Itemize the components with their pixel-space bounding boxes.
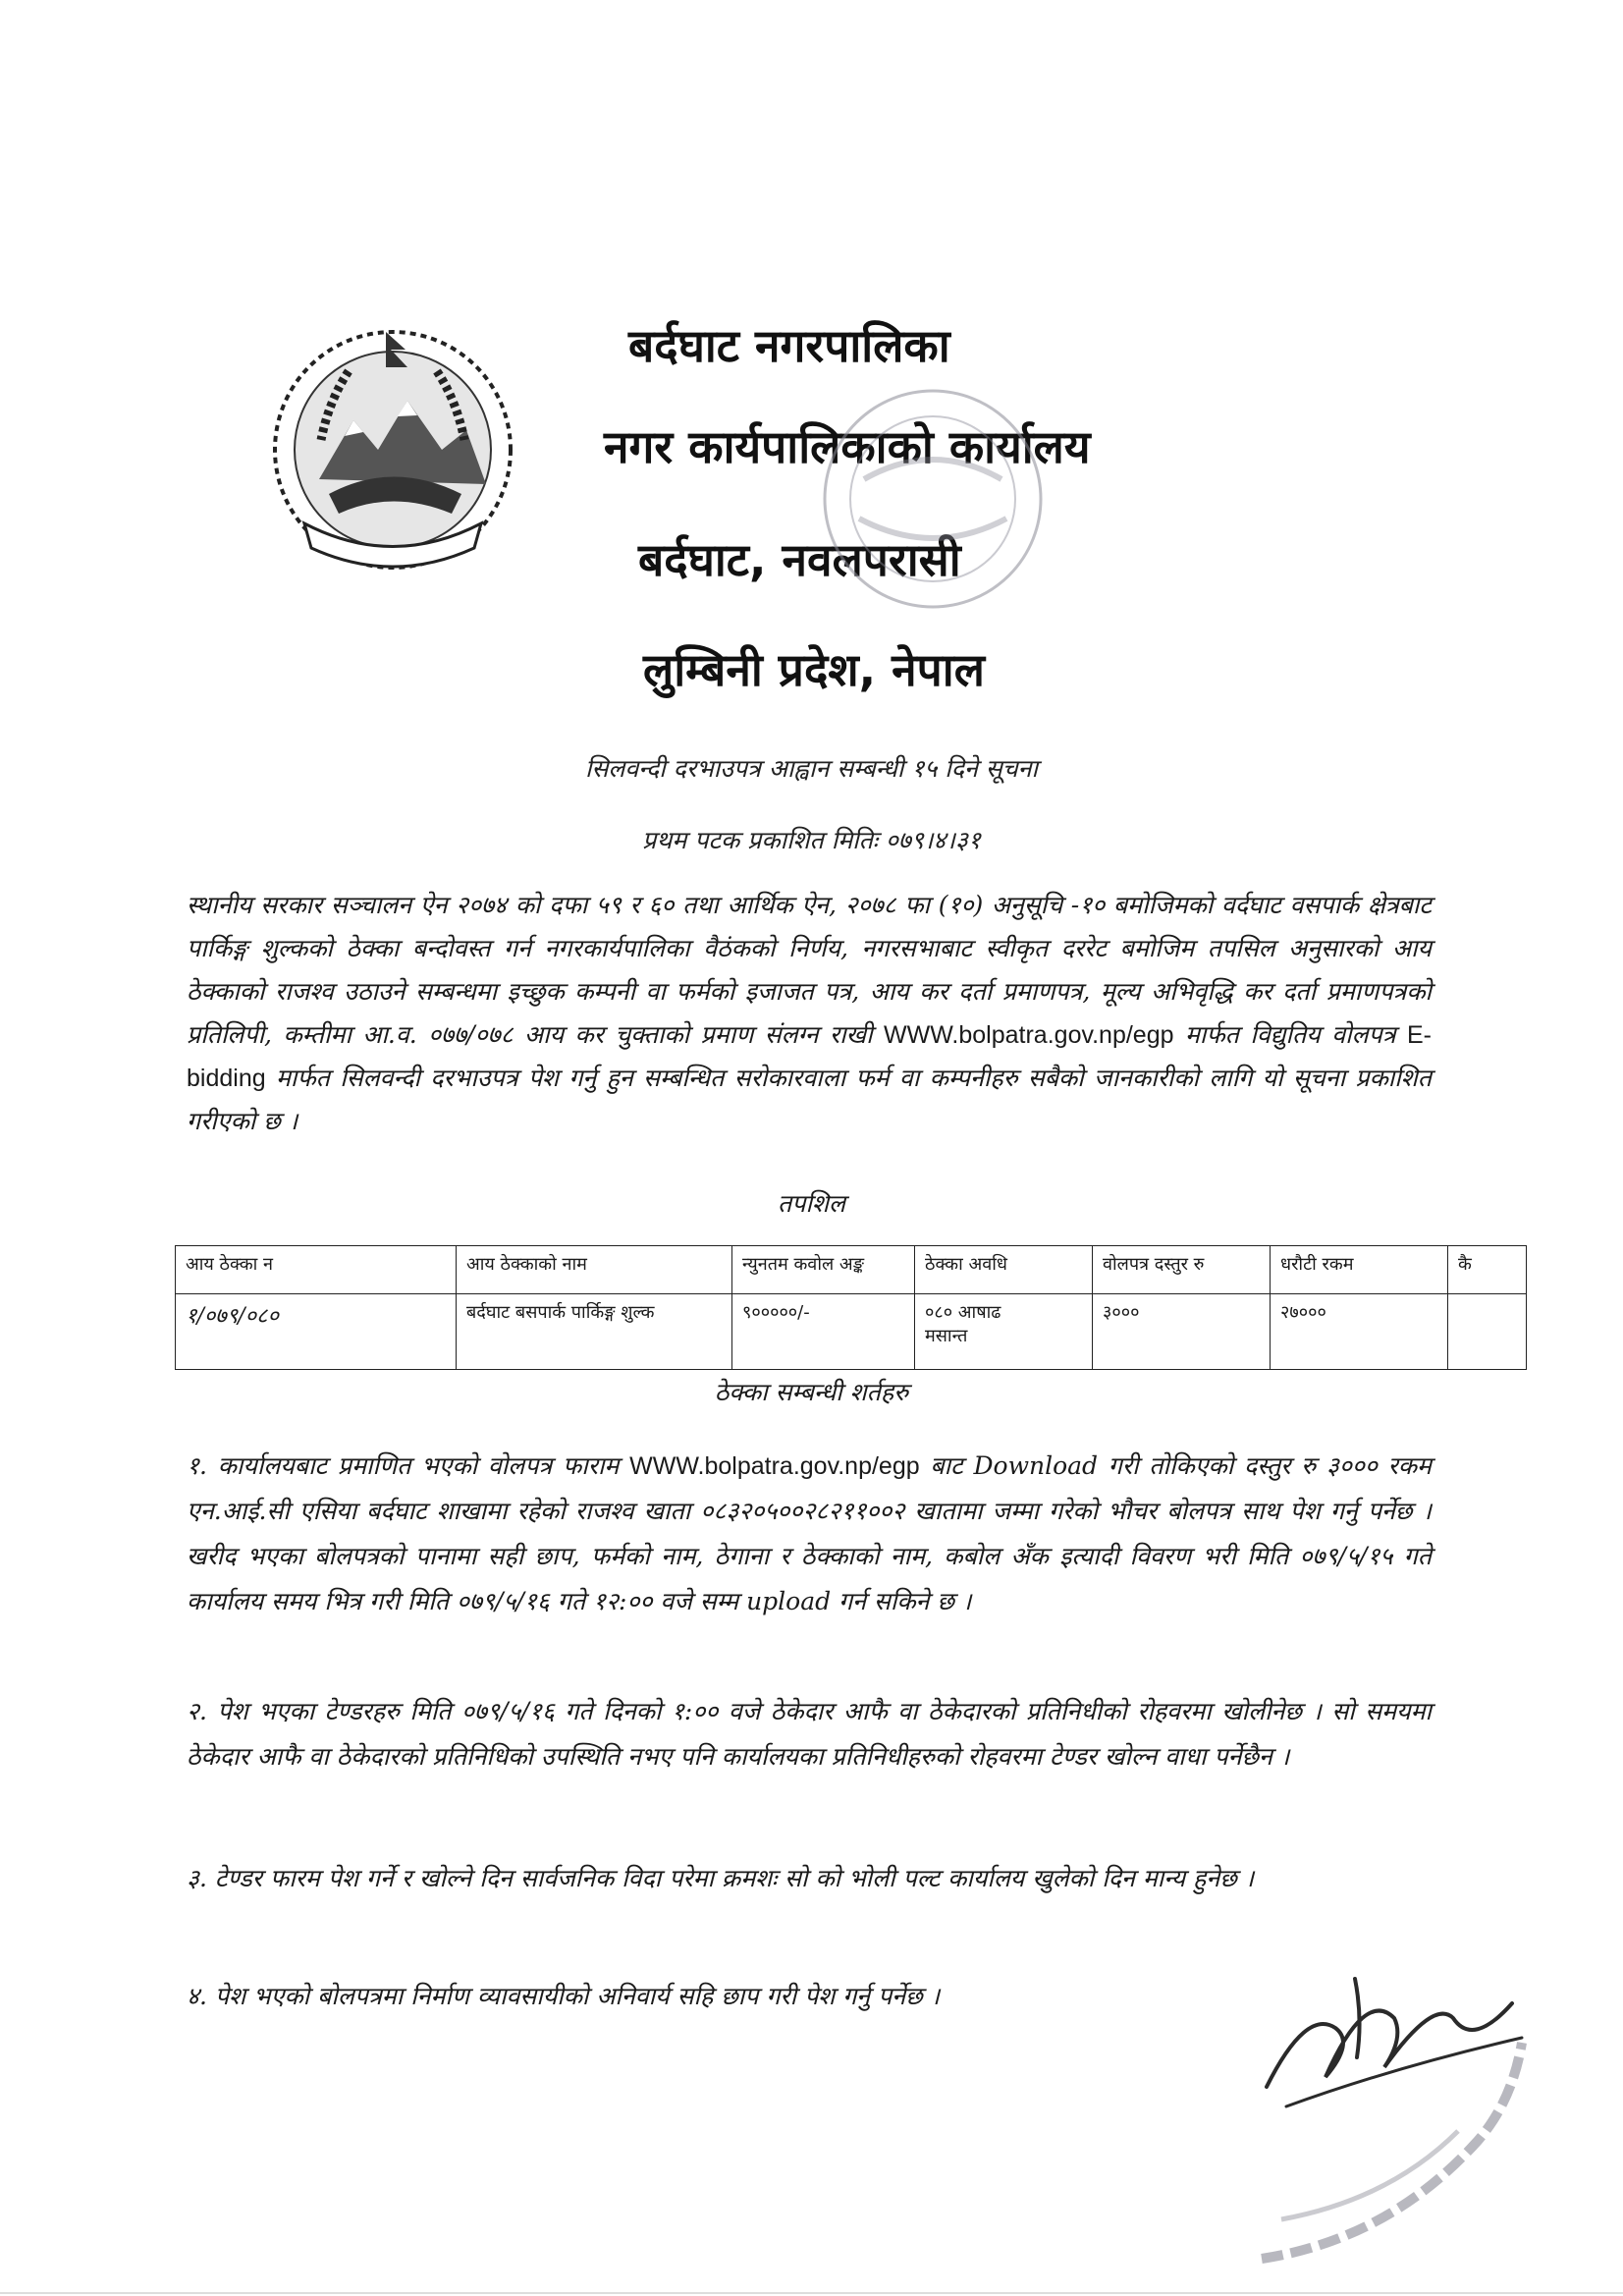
page-bottom-edge <box>0 2292 1623 2294</box>
condition-4: ४. पेश भएको बोलपत्रमा निर्माण व्यावसायीको अनिवार्य सहि छाप गरी पेश गर्नु पर्नेछ । <box>187 1982 941 2010</box>
condition-1-text-b: बाट Download गरी तोकिएको दस्तुर रु ३००० रकम एन.आई.सी एसिया बर्दघाट शाखामा रहेको राजश्व खाता ०८३२०५००२८२११००२ खातामा जम्मा गरेको भौचर बोलपत्र साथ पेश गर्नु पर्नेछ । खरीद भएका बोलपत्रको पानामा सही छाप, फर्मको नाम, ठेगाना र ठेक्काको नाम, कबोल अँक इत्यादी विवरण भरी मिति ०७९/५/१५ गते कार्यालय समय भित्र गरी मिति ०७९/५/१६ गते १२:०० वजे सम्म upload गर्न सकिने छ । <box>187 1451 1432 1615</box>
intro-paragraph <box>187 884 1432 1143</box>
cell-min-bid: ९०००००/- <box>732 1294 915 1370</box>
published-date: प्रथम पटक प्रकाशित मितिः ०७९।४।३१ <box>642 826 981 854</box>
schedule-title: तपशिल <box>778 1189 845 1218</box>
province-country: लुम्बिनी प्रदेश, नेपाल <box>643 643 985 696</box>
conditions-title: ठेक्का सम्बन्धी शर्तहरु <box>714 1378 909 1406</box>
cell-contract-name: बर्दघाट बसपार्क पार्किङ्ग शुल्क <box>457 1294 732 1370</box>
condition-1-text-a: १. कार्यालयबाट प्रमाणित भएको वोलपत्र फाराम <box>187 1451 620 1480</box>
intro-text-3: मार्फत सिलवन्दी दरभाउपत्र पेश गर्नु हुन सम्बन्धित सरोकारवाला फर्म वा कम्पनीहरु सबैको जानकारीको लागि यो सूचना प्रकाशित गरीएको छ । <box>187 1064 1432 1135</box>
municipality-name: बर्दघाट नगरपालिका <box>628 319 950 372</box>
notice-title: सिलवन्दी दरभाउपत्र आह्वान सम्बन्धी १५ दिने सूचना <box>585 754 1038 783</box>
cell-deposit: २७००० <box>1271 1294 1448 1370</box>
signer-stamp-icon <box>1242 2023 1537 2278</box>
intro-text-1: स्थानीय सरकार सञ्चालन ऐन २०७४ को दफा ५९ र ६० तथा आर्थिक ऐन, २०७८ फा (१०) अनुसूचि -१० बमोजिमको वर्दघाट वसपार्क क्षेत्रबाट पार्किङ्ग शुल्कको ठेक्का बन्दोवस्त गर्न नगरकार्यपालिका वैठंकको निर्णय, नगरसभाबाट स्वीकृत दररेट बमोजिम तपसिल अनुसारको आय ठेक्काको राजश्व उठाउने सम्बन्धमा इच्छुक कम्पनी वा फर्मको इजाजत पत्र, आय कर दर्ता प्रमाणपत्र, मूल्य अभिवृद्धि कर दर्ता प्रमाणपत्रको प्रतिलिपी, कम्तीमा आ.व. ०७७/०७८ आय कर चुक्ताको प्रमाण संलग्न राखी <box>187 891 1432 1049</box>
office-location: बर्दघाट, नवलपरासी <box>638 533 961 586</box>
ebidding-label: E-bidding <box>187 1021 1432 1092</box>
col-contract-no: आय ठेक्का न <box>176 1246 457 1294</box>
col-min-bid: न्युनतम कवोल अङ्क <box>732 1246 915 1294</box>
nepal-emblem-icon <box>260 312 525 577</box>
cell-fee: ३००० <box>1093 1294 1271 1370</box>
cell-contract-no: १/०७९/०८० <box>176 1294 457 1370</box>
col-period: ठेक्का अवधि <box>915 1246 1093 1294</box>
period-line-1: ०८० आषाढ <box>925 1302 1001 1323</box>
table-row <box>176 1294 1527 1370</box>
table-header-row <box>176 1246 1527 1294</box>
tender-table <box>175 1245 1527 1370</box>
cell-remarks <box>1448 1294 1527 1370</box>
col-contract-name: आय ठेक्काको नाम <box>457 1246 732 1294</box>
period-line-2: मसान्त <box>925 1326 968 1346</box>
office-stamp-icon <box>805 371 1060 627</box>
office-name: नगर कार्यपालिकाको कार्यालय <box>604 420 1091 473</box>
condition-3: ३. टेण्डर फारम पेश गर्ने र खोल्ने दिन सार्वजनिक विदा परेमा क्रमशः सो को भोली पल्ट कार्यालय खुलेको दिन मान्य हुनेछ । <box>187 1864 1255 1892</box>
col-fee: वोलपत्र दस्तुर रु <box>1093 1246 1271 1294</box>
col-remarks: कै <box>1448 1246 1527 1294</box>
condition-1 <box>187 1444 1432 1624</box>
col-deposit: धरौटी रकम <box>1271 1246 1448 1294</box>
bolpatra-link[interactable]: WWW.bolpatra.gov.np/egp <box>884 1021 1174 1049</box>
condition-1-link[interactable]: WWW.bolpatra.gov.np/egp <box>629 1452 920 1480</box>
condition-2: २. पेश भएका टेण्डरहरु मिति ०७९/५/१६ गते दिनको १:०० वजे ठेकेदार आफै वा ठेकेदारको प्रतिनिधीको रोहवरमा खोलीनेछ । सो समयमा ठेकेदार आफै वा ठेकेदारको प्रतिनिधिको उपस्थिति नभए पनि कार्यालयका प्रतिनिधीहरुको रोहवरमा टेण्डर खोल्न वाधा पर्नेछैन । <box>187 1697 1432 1771</box>
intro-text-2: मार्फत विद्युतिय वोलपत्र <box>1184 1020 1396 1049</box>
cell-period <box>915 1294 1093 1370</box>
